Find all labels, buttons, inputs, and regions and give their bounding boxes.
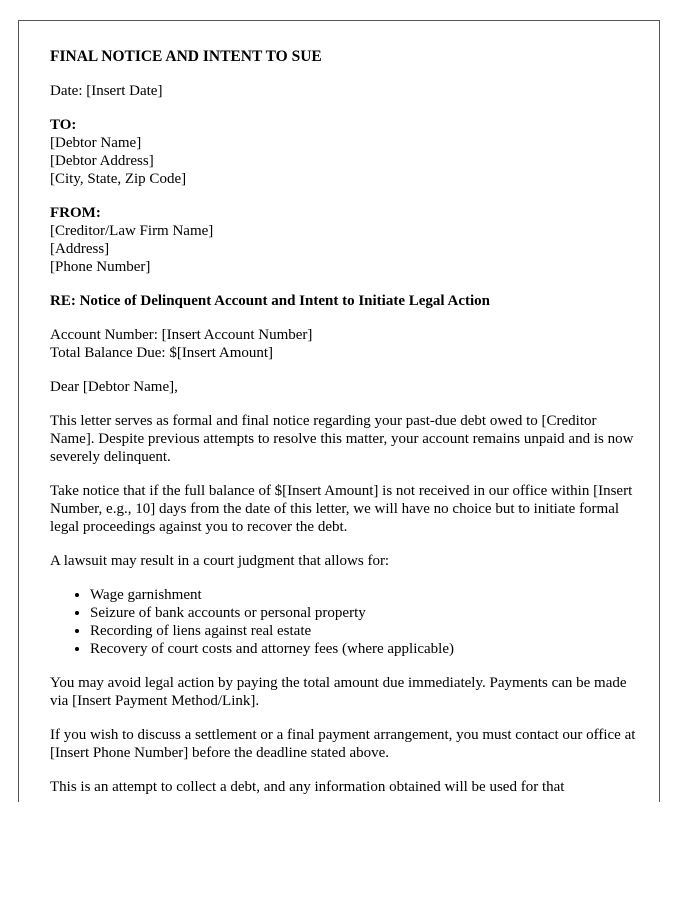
- paragraph-disclosure: This is an attempt to collect a debt, and any information obtained will be used for that: [50, 779, 565, 795]
- date-line: Date: [Insert Date]: [50, 83, 163, 99]
- paragraph-settlement: If you wish to discuss a settlement or a final payment arrangement, you must contact our office at [Insert Phone Number] before the deadline stated above.: [50, 727, 636, 761]
- list-item: • Recovery of court costs and attorney fees (where applicable): [90, 640, 640, 658]
- balance-due: Total Balance Due: $[Insert Amount]: [50, 345, 274, 361]
- to-city-state-zip: [City, State, Zip Code]: [50, 171, 187, 187]
- to-block: [50, 116, 640, 188]
- letter-content: [50, 48, 640, 802]
- to-debtor-name: [Debtor Name]: [50, 135, 142, 151]
- paragraph-take-notice: Take notice that if the full balance of $[Insert Amount] is not received in our office within [Insert Number, e.g., 10] days from the date of this letter, we will have no choice but to initiate formal legal proceedings against you to recover the debt.: [50, 483, 633, 535]
- list-item: • Seizure of bank accounts or personal property: [90, 604, 640, 622]
- to-debtor-address: [Debtor Address]: [50, 153, 154, 169]
- re-line: RE: Notice of Delinquent Account and Intent to Initiate Legal Action: [50, 293, 490, 309]
- list-item: • Recording of liens against real estate: [90, 622, 640, 640]
- paragraph-formal-notice: This letter serves as formal and final notice regarding your past-due debt owed to [Creditor Name]. Despite previous attempts to resolve this matter, your account remains unpaid and is now severely delinquent.: [50, 413, 634, 465]
- remedies-list: [50, 586, 640, 658]
- from-phone-number: [Phone Number]: [50, 259, 151, 275]
- letter-page: [18, 20, 660, 802]
- to-label: TO:: [50, 117, 77, 133]
- account-number: Account Number: [Insert Account Number]: [50, 327, 313, 343]
- letter-title: FINAL NOTICE AND INTENT TO SUE: [50, 48, 322, 65]
- account-block: [50, 326, 640, 362]
- from-address: [Address]: [50, 241, 110, 257]
- list-item: • Wage garnishment: [90, 586, 640, 604]
- from-creditor-name: [Creditor/Law Firm Name]: [50, 223, 214, 239]
- from-label: FROM:: [50, 205, 101, 221]
- salutation: Dear [Debtor Name],: [50, 379, 178, 395]
- paragraph-payment: You may avoid legal action by paying the total amount due immediately. Payments can be made via [Insert Payment Method/Link].: [50, 675, 627, 709]
- from-block: [50, 204, 640, 276]
- paragraph-lawsuit-intro: A lawsuit may result in a court judgment that allows for:: [50, 553, 390, 569]
